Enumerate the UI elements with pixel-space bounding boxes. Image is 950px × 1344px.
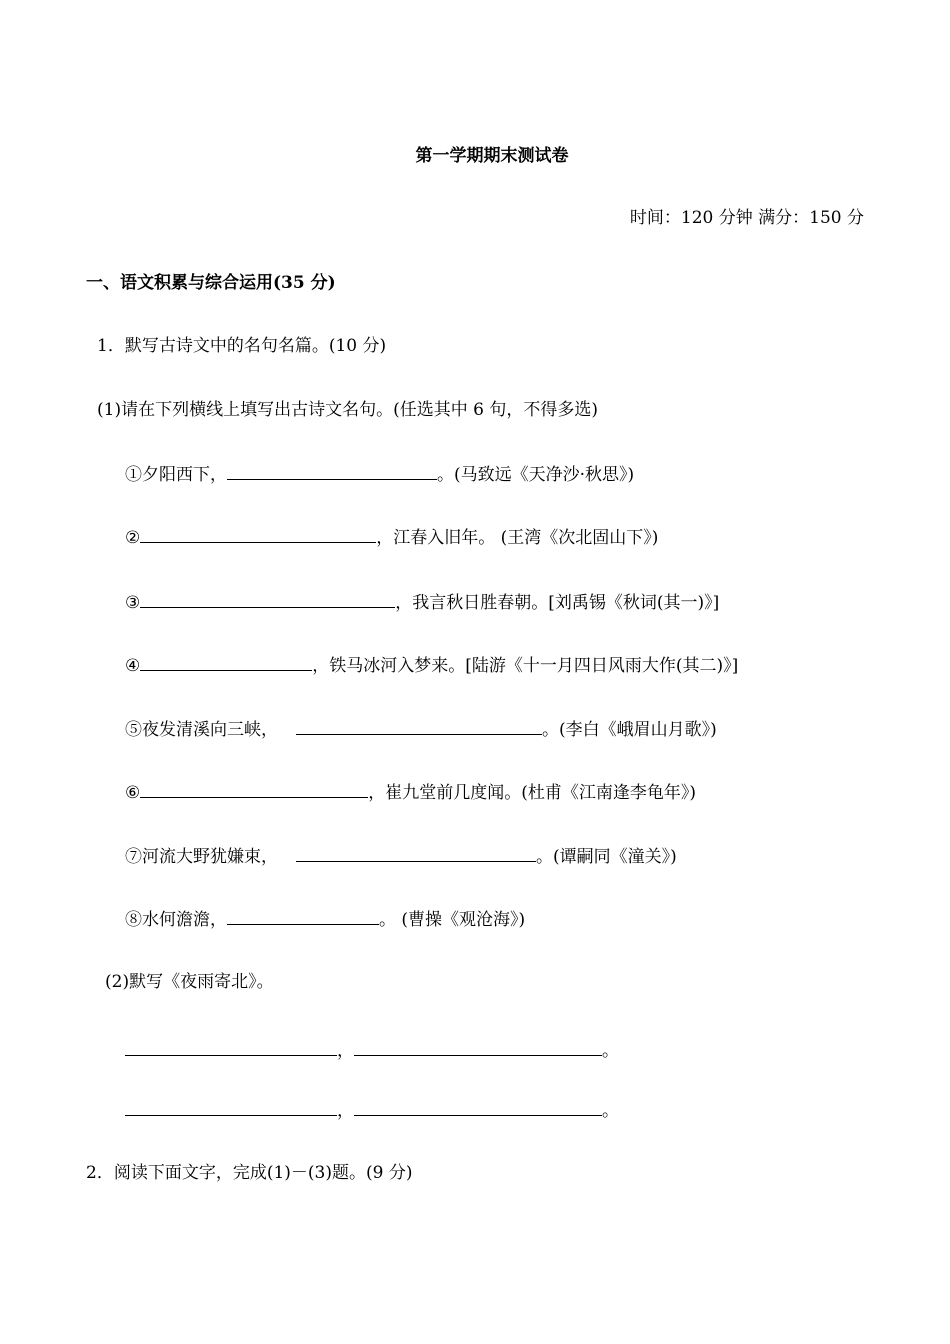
fill-item-1-before: ①夕阳西下， [125, 465, 227, 485]
answer-blank[interactable] [227, 907, 379, 925]
fill-item-2-before: ② [125, 528, 141, 548]
fill-item-5-before: ⑤夜发清溪向三峡， [125, 720, 278, 740]
answer-blank[interactable] [125, 1038, 337, 1056]
poem-line-1 [125, 1038, 619, 1062]
fill-item-6-after: ，崔九堂前几度闻。(杜甫《江南逢李龟年》) [368, 783, 697, 803]
question-1-heading: 1．默写古诗文中的名句名篇。(10 分) [97, 336, 387, 356]
fill-item-2-after: ，江春入旧年。 (王湾《次北固山下》) [376, 528, 659, 548]
fill-item-6-before: ⑥ [125, 783, 141, 803]
comma: ， [337, 1041, 354, 1061]
fill-item-3 [125, 590, 719, 614]
answer-blank[interactable] [140, 653, 312, 671]
answer-blank[interactable] [227, 462, 437, 480]
fill-item-5 [125, 717, 717, 741]
answer-blank[interactable] [140, 590, 395, 608]
answer-blank[interactable] [296, 717, 542, 735]
answer-blank[interactable] [140, 780, 368, 798]
fill-item-1-after: 。(马致远《天净沙·秋思》) [437, 465, 635, 485]
poem-line-2 [125, 1098, 619, 1122]
exam-meta: 时间：120 分钟 满分：150 分 [629, 208, 864, 228]
answer-blank[interactable] [296, 844, 536, 862]
fill-item-4-before: ④ [125, 656, 141, 676]
question-1-part-2: (2)默写《夜雨寄北》。 [105, 972, 274, 992]
period: 。 [602, 1101, 619, 1121]
answer-blank[interactable] [125, 1098, 337, 1116]
fill-item-7-after: 。(谭嗣同《潼关》) [536, 847, 677, 867]
question-1-part-1: (1)请在下列横线上填写出古诗文名句。(任选其中 6 句，不得多选) [97, 400, 598, 420]
period: 。 [602, 1041, 619, 1061]
fill-item-3-before: ③ [125, 593, 141, 613]
question-2-heading: 2．阅读下面文字，完成(1)－(3)题。(9 分) [86, 1163, 413, 1183]
fill-item-8-before: ⑧水何澹澹， [125, 910, 227, 930]
fill-item-7 [125, 844, 677, 868]
fill-item-6 [125, 780, 696, 804]
fill-item-4-after: ，铁马冰河入梦来。[陆游《十一月四日风雨大作(其二)》] [312, 656, 739, 676]
fill-item-5-after: 。(李白《峨眉山月歌》) [542, 720, 717, 740]
comma: ， [337, 1101, 354, 1121]
answer-blank[interactable] [354, 1098, 602, 1116]
answer-blank[interactable] [354, 1038, 602, 1056]
fill-item-8 [125, 907, 525, 931]
fill-item-1 [125, 462, 634, 486]
fill-item-3-after: ，我言秋日胜春朝。[刘禹锡《秋词(其一)》] [395, 593, 720, 613]
fill-item-4 [125, 653, 738, 677]
fill-item-2 [125, 525, 658, 549]
fill-item-7-before: ⑦河流大野犹嫌束， [125, 847, 278, 867]
fill-item-8-after: 。 (曹操《观沧海》) [379, 910, 526, 930]
section-heading: 一、语文积累与综合运用(35 分) [86, 273, 336, 293]
answer-blank[interactable] [140, 525, 376, 543]
page-title: 第一学期期末测试卷 [415, 146, 569, 166]
